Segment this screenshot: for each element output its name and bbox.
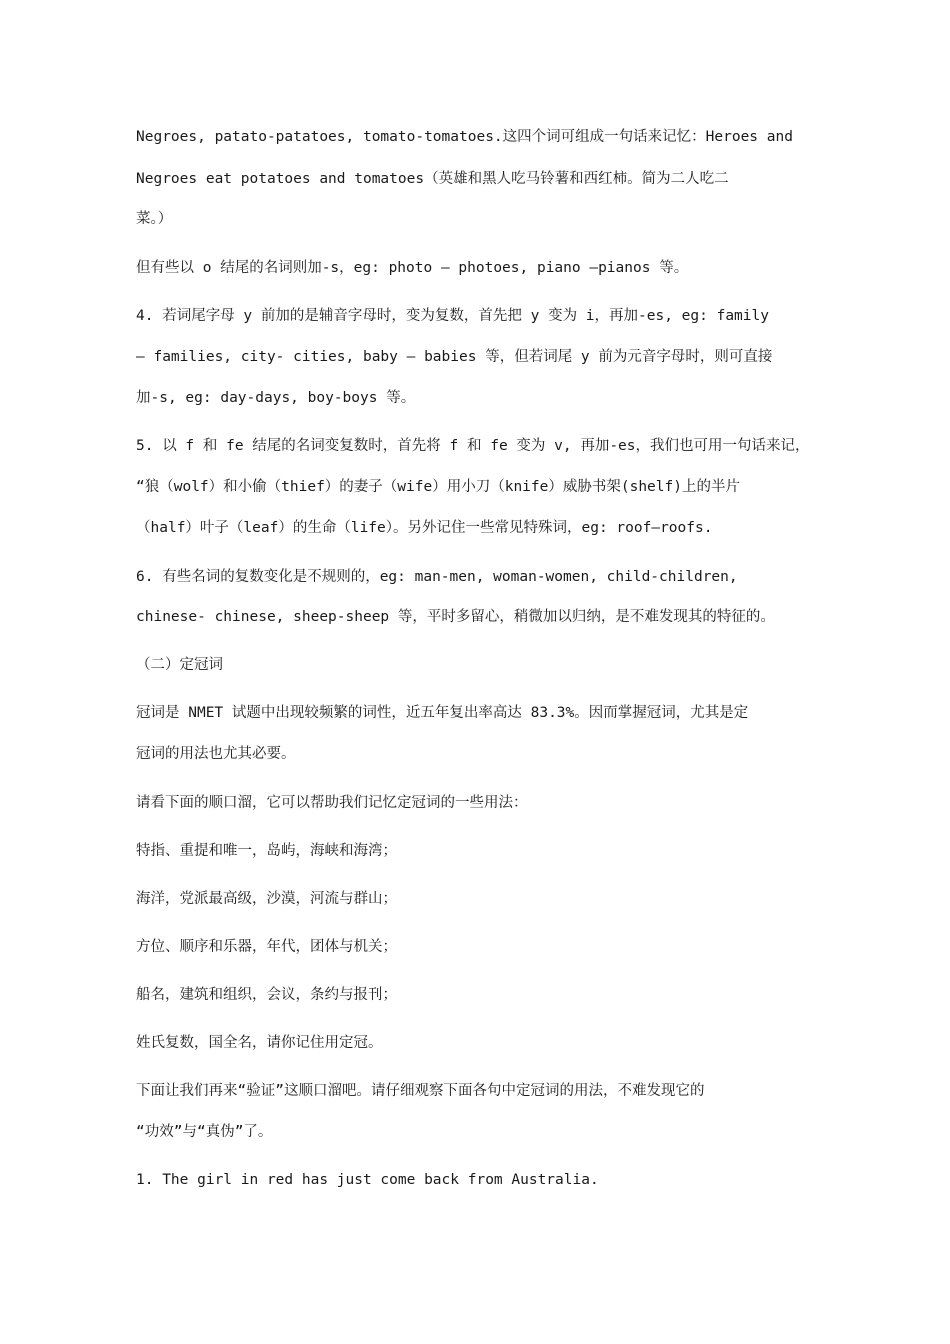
text-line-2: Negroes eat potatoes and tomatoes（英雄和黑人吃马铃薯和西红柿。简为二人吃二 [136, 171, 729, 187]
section-heading: （二）定冠词 [136, 657, 223, 673]
text-line-3: 菜。） [136, 211, 173, 227]
text-line-22: 下面让我们再来“验证”这顺口溜吧。请仔细观察下面各句中定冠词的用法，不难发现它的 [136, 1083, 705, 1099]
rhyme-line-4: 船名，建筑和组织，会议，条约与报刊； [136, 987, 397, 1003]
rhyme-line-5: 姓氏复数，国全名，请你记住用定冠。 [136, 1035, 383, 1051]
text-line-4: 但有些以 o 结尾的名词则加-s，eg: photo – photoes, piano –pianos 等。 [136, 260, 689, 276]
rhyme-line-1: 特指、重提和唯一，岛屿，海峡和海湾； [136, 843, 397, 859]
text-line-8: 5. 以 f 和 fe 结尾的名词变复数时，首先将 f 和 fe 变为 v, 再加-es，我们也可用一句话来记， [136, 438, 810, 454]
text-line-10: （half）叶子（leaf）的生命（life）。另外记住一些常见特殊词，eg: roof—roofs. [136, 520, 713, 536]
text-line-6: – families, city- cities, baby – babies 等，但若词尾 y 前为元音字母时，则可直接 [136, 349, 773, 365]
text-line-14: 冠词是 NMET 试题中出现较频繁的词性，近五年复出率高达 83.3%。因而掌握冠词，尤其是定 [136, 705, 749, 721]
rhyme-line-3: 方位、顺序和乐器，年代，团体与机关； [136, 939, 397, 955]
rhyme-line-2: 海洋，党派最高级，沙漠，河流与群山； [136, 891, 397, 907]
example-sentence-1: 1. The girl in red has just come back from Australia. [136, 1172, 599, 1188]
text-line-12: chinese- chinese, sheep-sheep 等，平时多留心，稍微加以归纳，是不难发现其的特征的。 [136, 609, 775, 625]
text-line-5: 4. 若词尾字母 y 前加的是辅音字母时，变为复数，首先把 y 变为 i，再加-es, eg: family [136, 308, 769, 324]
text-line-11: 6. 有些名词的复数变化是不规则的，eg: man-men, woman-women, child-children, [136, 569, 738, 585]
text-line-7: 加-s, eg: day-days, boy-boys 等。 [136, 390, 416, 406]
text-line-16: 请看下面的顺口溜，它可以帮助我们记忆定冠词的一些用法： [136, 795, 528, 811]
text-line-1: Negroes, patato-patatoes, tomato-tomatoes.这四个词可组成一句话来记忆：Heroes and [136, 129, 793, 145]
text-line-15: 冠词的用法也尤其必要。 [136, 746, 296, 762]
text-line-9: “狼（wolf）和小偷（thief）的妻子（wife）用小刀（knife）威胁书架(shelf)上的半片 [136, 479, 740, 495]
text-line-23: “功效”与“真伪”了。 [136, 1124, 273, 1140]
